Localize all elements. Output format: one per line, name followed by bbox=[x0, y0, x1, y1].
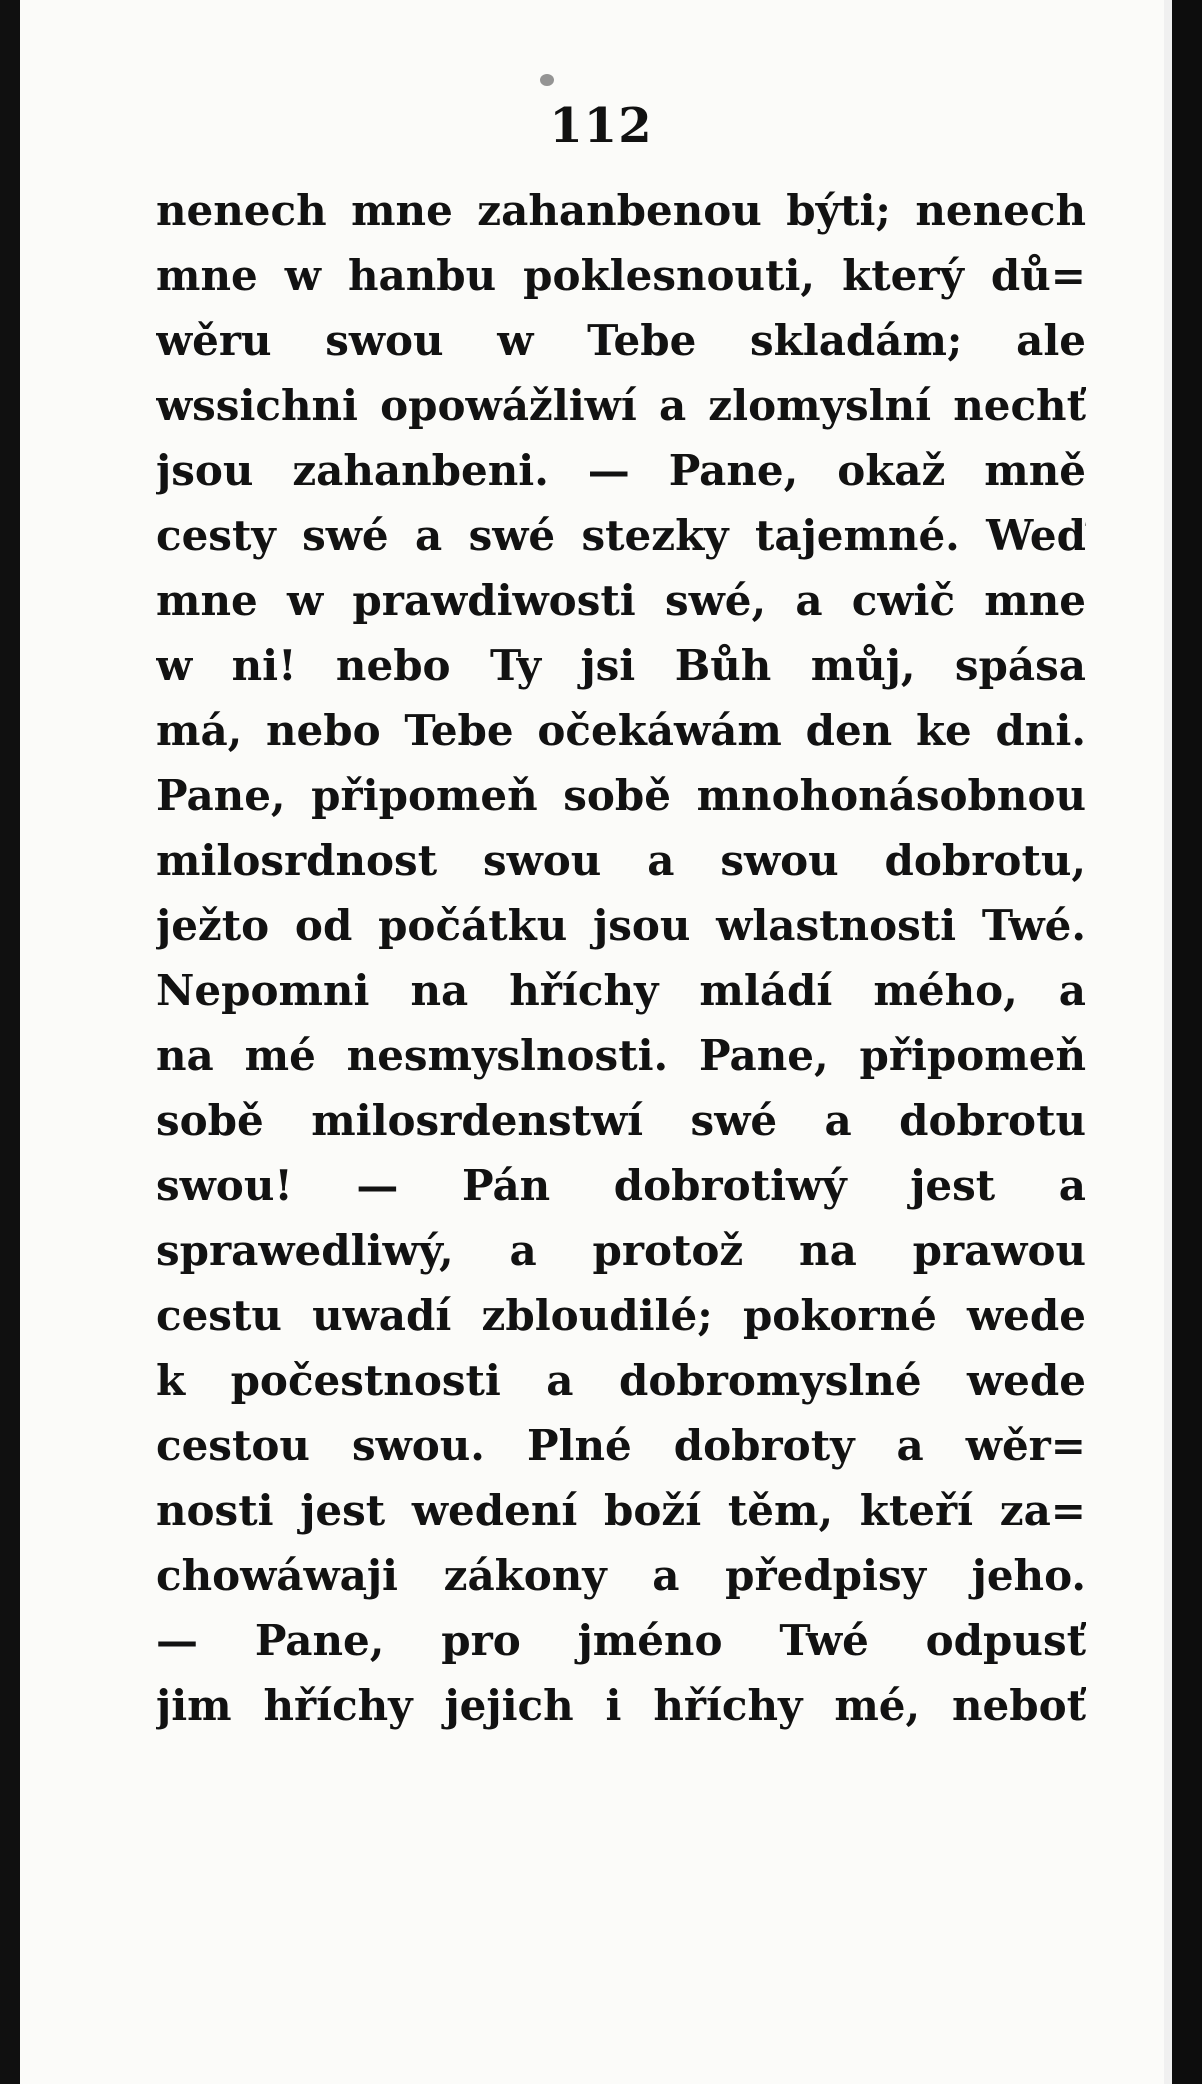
text-line: wěru swou w Tebe skladám; ale bbox=[156, 316, 1086, 365]
text-line: ježto od počátku jsou wlastnosti Twé. bbox=[156, 901, 1086, 950]
text-line: Pane, připomeň sobě mnohonásobnou bbox=[156, 771, 1086, 820]
paper-spot bbox=[540, 74, 554, 86]
text-line: w ni! nebo Ty jsi Bůh můj, spása bbox=[156, 641, 1086, 690]
text-line: sprawedliwý, a protož na prawou bbox=[156, 1226, 1086, 1275]
text-line: cesty swé a swé stezky tajemné. Weď bbox=[156, 511, 1086, 560]
scan-left-border bbox=[0, 0, 20, 2084]
text-line: má, nebo Tebe očekáwám den ke dni. bbox=[156, 706, 1086, 755]
page-number: 112 bbox=[549, 98, 653, 154]
scan-right-border bbox=[1172, 0, 1202, 2084]
text-line: cestou swou. Plné dobroty a wěr= bbox=[156, 1421, 1086, 1470]
text-line: chowáwaji zákony a předpisy jeho. bbox=[156, 1551, 1086, 1600]
text-line: k počestnosti a dobromyslné wede bbox=[156, 1356, 1086, 1405]
text-line: mne w hanbu poklesnouti, který dů= bbox=[156, 251, 1086, 300]
text-line: milosrdnost swou a swou dobrotu, bbox=[156, 836, 1086, 885]
text-line: sobě milosrdenstwí swé a dobrotu bbox=[156, 1096, 1086, 1145]
text-line: jsou zahanbeni. — Pane, okaž mně bbox=[156, 446, 1086, 495]
text-line: nosti jest wedení boží těm, kteří za= bbox=[156, 1486, 1086, 1535]
text-line: cestu uwadí zbloudilé; pokorné wede bbox=[156, 1291, 1086, 1340]
text-line: mne w prawdiwosti swé, a cwič mne bbox=[156, 576, 1086, 625]
text-line: Nepomni na hříchy mládí mého, a bbox=[156, 966, 1086, 1015]
text-line: nenech mne zahanbenou býti; nenech bbox=[156, 186, 1086, 235]
text-line: wssichni opowážliwí a zlomyslní nechť bbox=[156, 381, 1086, 430]
text-line: jim hříchy jejich i hříchy mé, neboť bbox=[156, 1681, 1086, 1730]
body-text bbox=[156, 178, 1086, 1738]
text-line: — Pane, pro jméno Twé odpusť bbox=[156, 1616, 1086, 1665]
text-line: na mé nesmyslnosti. Pane, připomeň bbox=[156, 1031, 1086, 1080]
text-line: swou! — Pán dobrotiwý jest a bbox=[156, 1161, 1086, 1210]
